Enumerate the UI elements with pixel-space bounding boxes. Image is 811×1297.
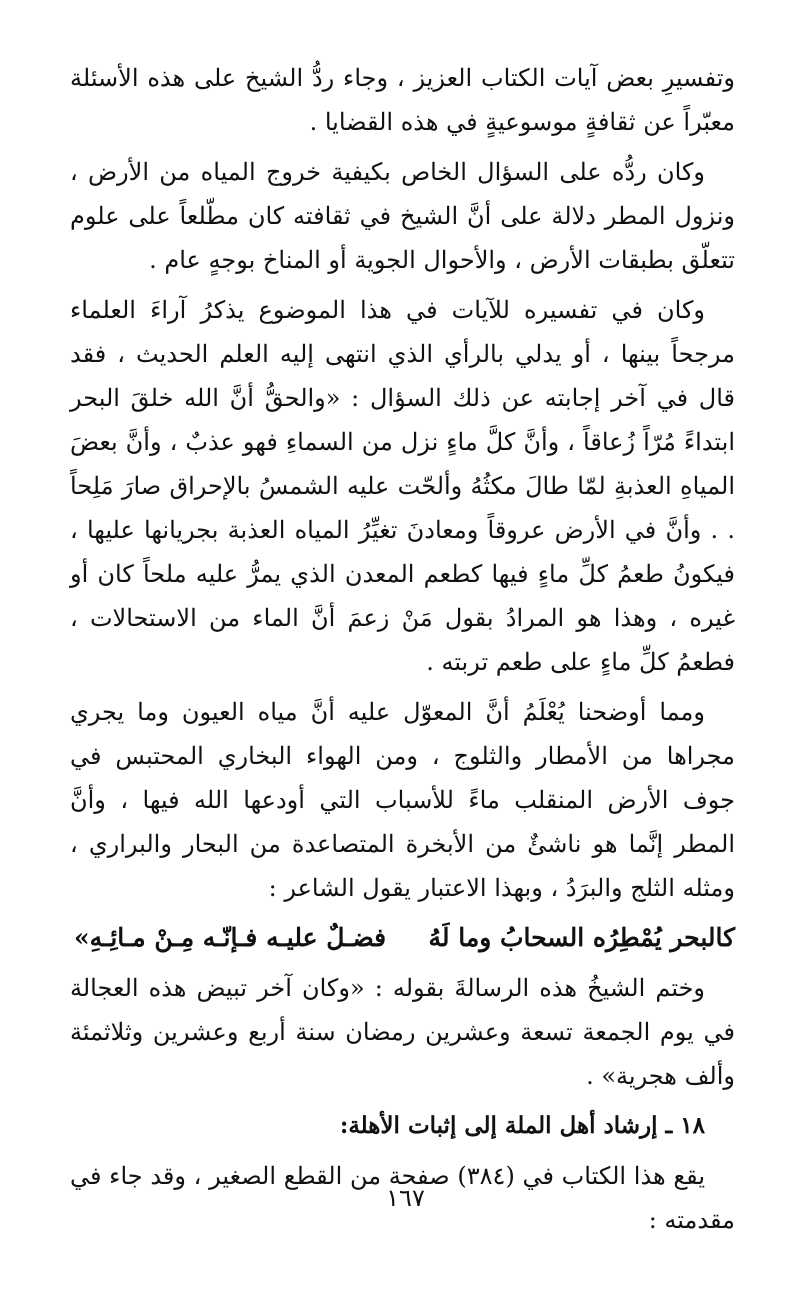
page-number: ١٦٧ [386,1184,425,1212]
poetry-verse [70,916,735,960]
section-heading: ١٨ ـ إرشاد أهل الملة إلى إثبات الأهلة: [339,1112,705,1139]
paragraph-2: وكان ردُّه على السؤال الخاص بكيفية خروج المياه من الأرض ، ونزول المطر دلالة على أنَّ الشيخ في ثقافته كان مطّلعاً على علوم تتعلّق بطبقات الأرض ، والأحوال الجوية أو المناخ بوجهٍ عام . [70,158,735,274]
paragraph-1: وتفسيرِ بعض آيات الكتاب العزيز ، وجاء ردُّ الشيخ على هذه الأسئلة معبّراً عن ثقافةٍ موسوعيةٍ في هذه القضايا . [70,64,735,136]
paragraph-4: ومما أوضحنا يُعْلَمُ أنَّ المعوّل عليه أنَّ مياه العيون وما يجري مجراها من الأمطار والثلوج ، ومن الهواء البخاري المحتبس في جوف الأرض المنقلب ماءً للأسباب التي أودعها الله فيها ، وأنَّ المطر إنَّما هو ناشئٌ من الأبخرة المتصاعدة من البحار والبراري ، ومثله الثلج والبرَدُ ، وبهذا الاعتبار يقول الشاعر : [70,698,735,902]
paragraph-3: وكان في تفسيره للآيات في هذا الموضوع يذكرُ آراءَ العلماء مرجحاً بينها ، أو يدلي بالرأي الذي انتهى إليه العلم الحديث ، فقد قال في آخر إجابته عن ذلك السؤال : «والحقُّ أنَّ الله خلقَ البحر ابتداءً مُرّاً زُعاقاً ، وأنَّ كلَّ ماءٍ نزل من السماءِ فهو عذبٌ ، وأنَّ بعضَ المياهِ العذبةِ لمّا طالَ مكثُهُ وألحّت عليه الشمسُ بالإحراق صارَ مَلِحاً . . وأنَّ في الأرض عروقاً ومعادنَ تغيِّرُ المياه العذبة بجريانها عليها ، فيكونُ طعمُ كلِّ ماءٍ فيها كطعم المعدن الذي يمرُّ عليه ملحاً كان أو غيره ، وهذا هو المرادُ بقول مَنْ زعمَ أنَّ الماء من الاستحالات ، فطعمُ كلِّ ماءٍ على طعم تربته . [70,296,736,676]
closing-paragraph: وختم الشيخُ هذه الرسالةَ بقوله : «وكان آخر تبيض هذه العجالة في يوم الجمعة تسعة وعشرين رمضان سنة أربع وعشرين وثلاثمئة وألف هجرية» . [70,974,735,1090]
final-paragraph: يقع هذا الكتاب في (٣٨٤) صفحة من القطع الصغير ، وقد جاء في مقدمته : [70,1162,735,1234]
verse-second-hemistich: فضـلٌ عليـه فـإنّـه مِـنْ مـائِـهِ» [74,923,387,952]
verse-first-hemistich: كالبحر يُمْطِرُه السحابُ وما لَهُ [428,923,735,952]
